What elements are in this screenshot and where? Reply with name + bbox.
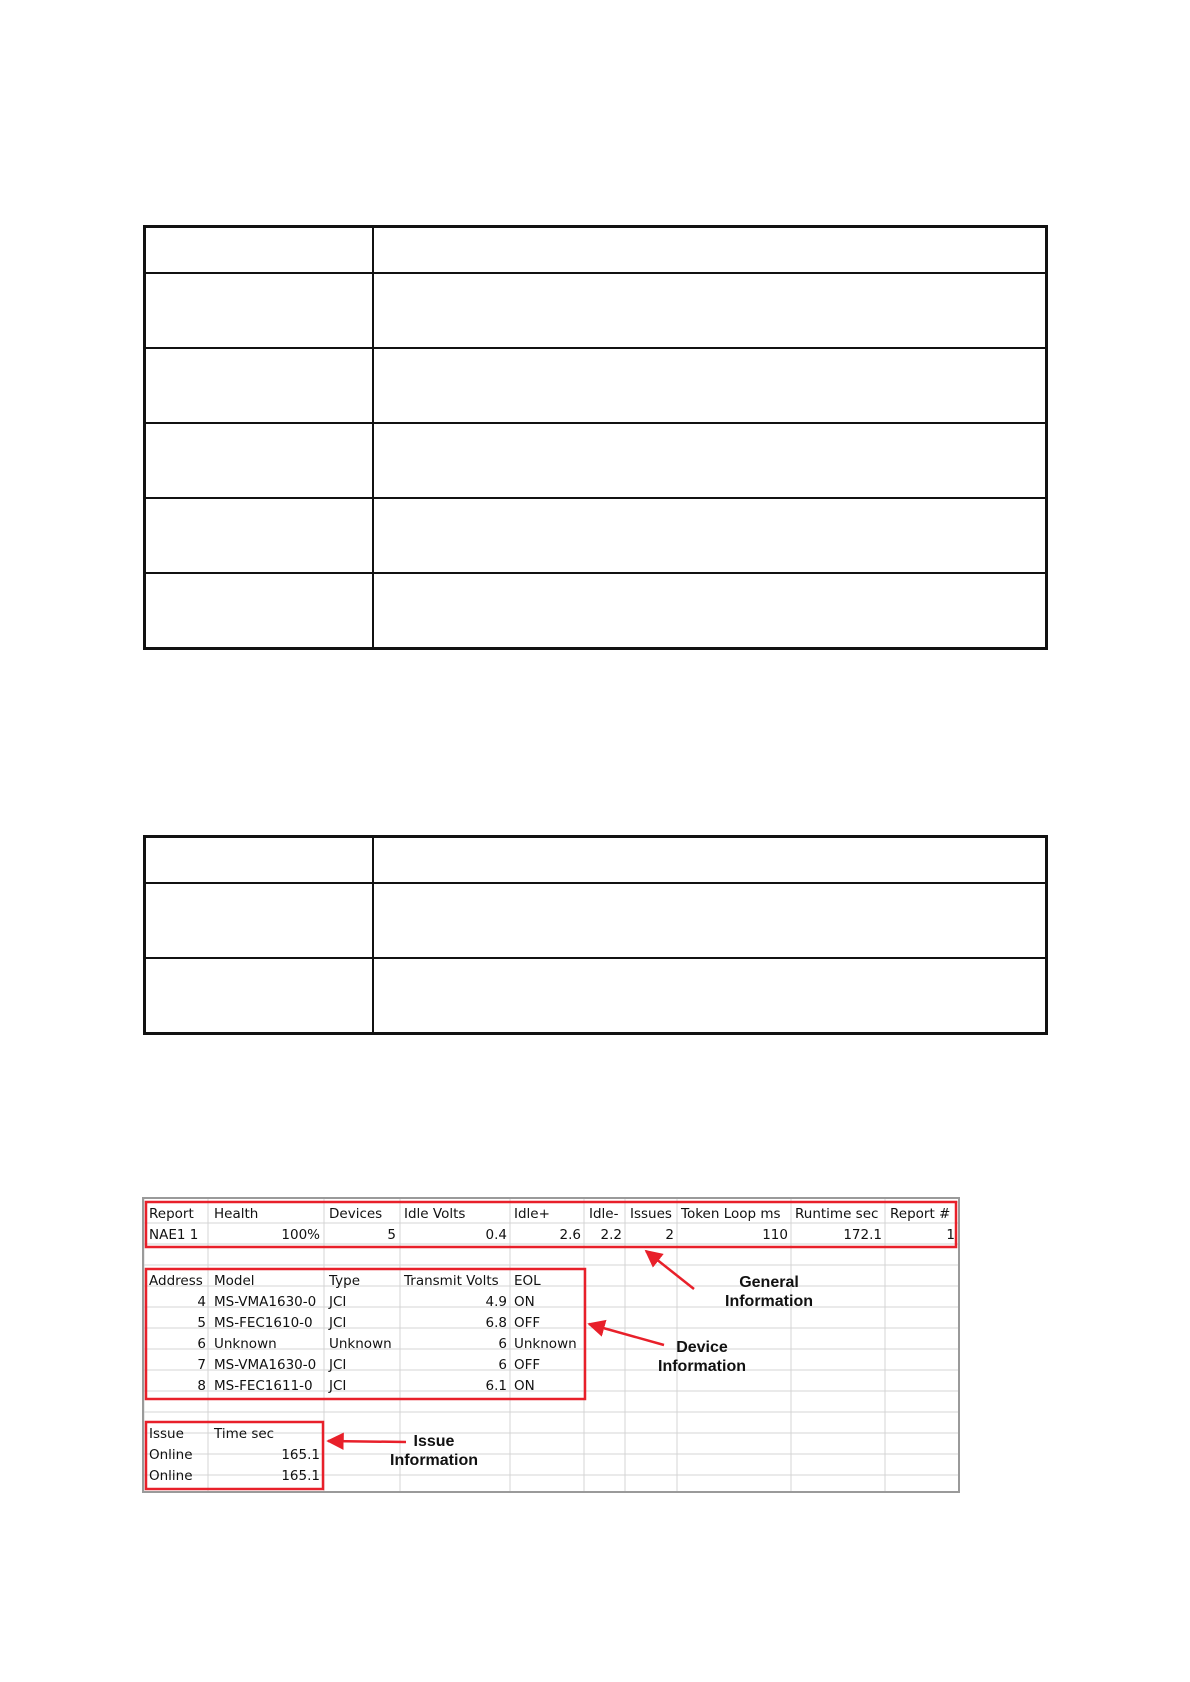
table-row bbox=[145, 837, 1047, 884]
table-cell bbox=[145, 498, 374, 573]
table-row bbox=[145, 573, 1047, 649]
general-value-issues: 2 bbox=[665, 1227, 674, 1243]
table-cell bbox=[145, 883, 374, 958]
table-cell bbox=[145, 958, 374, 1034]
device-type: JCI bbox=[329, 1357, 347, 1373]
table-cell bbox=[373, 958, 1047, 1034]
issue-name: Online bbox=[149, 1447, 193, 1463]
device-transmit-volts: 4.9 bbox=[485, 1294, 507, 1310]
issue-header-time: Time sec bbox=[214, 1426, 275, 1442]
issue-name: Online bbox=[149, 1468, 193, 1484]
device-address: 7 bbox=[197, 1357, 206, 1373]
general-value-idle-volts: 0.4 bbox=[485, 1227, 507, 1243]
device-eol: ON bbox=[514, 1378, 535, 1394]
issue-time: 165.1 bbox=[281, 1468, 320, 1484]
issue-information-callout: Issue Information bbox=[390, 1433, 478, 1469]
device-type: JCI bbox=[329, 1294, 347, 1310]
table-cell bbox=[145, 227, 374, 274]
table-cell bbox=[373, 573, 1047, 649]
general-header-runtime: Runtime sec bbox=[795, 1206, 879, 1222]
general-value-token-loop: 110 bbox=[762, 1227, 788, 1243]
general-header-idle-plus: Idle+ bbox=[514, 1206, 550, 1222]
general-header-issues: Issues bbox=[630, 1206, 672, 1222]
table-row bbox=[145, 958, 1047, 1034]
device-type: Unknown bbox=[329, 1336, 392, 1352]
device-address: 4 bbox=[197, 1294, 206, 1310]
device-address: 8 bbox=[197, 1378, 206, 1394]
empty-table-2 bbox=[143, 835, 1048, 1035]
issue-header-issue: Issue bbox=[149, 1426, 184, 1442]
table-row bbox=[145, 423, 1047, 498]
device-eol: ON bbox=[514, 1294, 535, 1310]
device-information-callout: Device Information bbox=[658, 1339, 746, 1375]
general-arrow bbox=[646, 1251, 694, 1289]
table-row bbox=[145, 227, 1047, 274]
table-cell bbox=[145, 273, 374, 348]
device-transmit-volts: 6.1 bbox=[485, 1378, 507, 1394]
device-model: MS-FEC1611-0 bbox=[214, 1378, 313, 1394]
table-cell bbox=[145, 837, 374, 884]
general-value-health: 100% bbox=[281, 1227, 320, 1243]
general-value-report: NAE1 1 bbox=[149, 1227, 199, 1243]
device-type: JCI bbox=[329, 1315, 347, 1331]
device-model: MS-VMA1630-0 bbox=[214, 1294, 317, 1310]
table-cell bbox=[373, 498, 1047, 573]
general-header-token-loop: Token Loop ms bbox=[681, 1206, 781, 1222]
device-header-address: Address bbox=[149, 1273, 203, 1289]
table-cell bbox=[373, 348, 1047, 423]
table-row bbox=[145, 348, 1047, 423]
device-transmit-volts: 6 bbox=[498, 1357, 507, 1373]
general-header-idle-minus: Idle- bbox=[589, 1206, 619, 1222]
device-model: Unknown bbox=[214, 1336, 277, 1352]
empty-table-1 bbox=[143, 225, 1048, 650]
table-cell bbox=[373, 227, 1047, 274]
general-value-devices: 5 bbox=[387, 1227, 396, 1243]
table-cell bbox=[145, 348, 374, 423]
general-value-runtime: 172.1 bbox=[843, 1227, 882, 1243]
device-header-type: Type bbox=[329, 1273, 361, 1289]
table-row bbox=[145, 883, 1047, 958]
device-model: MS-FEC1610-0 bbox=[214, 1315, 313, 1331]
table-cell bbox=[373, 883, 1047, 958]
table-cell bbox=[145, 573, 374, 649]
device-eol: OFF bbox=[514, 1357, 541, 1373]
device-eol: Unknown bbox=[514, 1336, 577, 1352]
general-header-health: Health bbox=[214, 1206, 259, 1222]
device-model: MS-VMA1630-0 bbox=[214, 1357, 317, 1373]
general-header-report: Report bbox=[149, 1206, 194, 1222]
device-transmit-volts: 6 bbox=[498, 1336, 507, 1352]
table-cell bbox=[373, 423, 1047, 498]
device-eol: OFF bbox=[514, 1315, 541, 1331]
general-value-idle-minus: 2.2 bbox=[600, 1227, 622, 1243]
device-address: 5 bbox=[197, 1315, 206, 1331]
device-type: JCI bbox=[329, 1378, 347, 1394]
table-row bbox=[145, 498, 1047, 573]
table-cell bbox=[145, 423, 374, 498]
device-header-transmit-volts: Transmit Volts bbox=[404, 1273, 499, 1289]
general-value-report-number: 1 bbox=[946, 1227, 955, 1243]
general-header-report-number: Report # bbox=[890, 1206, 951, 1222]
spreadsheet-figure bbox=[142, 1197, 960, 1493]
general-header-idle-volts: Idle Volts bbox=[404, 1206, 466, 1222]
table-row bbox=[145, 273, 1047, 348]
general-value-idle-plus: 2.6 bbox=[559, 1227, 581, 1243]
general-information-callout: General Information bbox=[725, 1274, 813, 1310]
general-header-devices: Devices bbox=[329, 1206, 383, 1222]
device-header-eol: EOL bbox=[514, 1273, 541, 1289]
issue-time: 165.1 bbox=[281, 1447, 320, 1463]
table-cell bbox=[373, 273, 1047, 348]
device-address: 6 bbox=[197, 1336, 206, 1352]
device-header-model: Model bbox=[214, 1273, 255, 1289]
device-transmit-volts: 6.8 bbox=[485, 1315, 507, 1331]
table-cell bbox=[373, 837, 1047, 884]
